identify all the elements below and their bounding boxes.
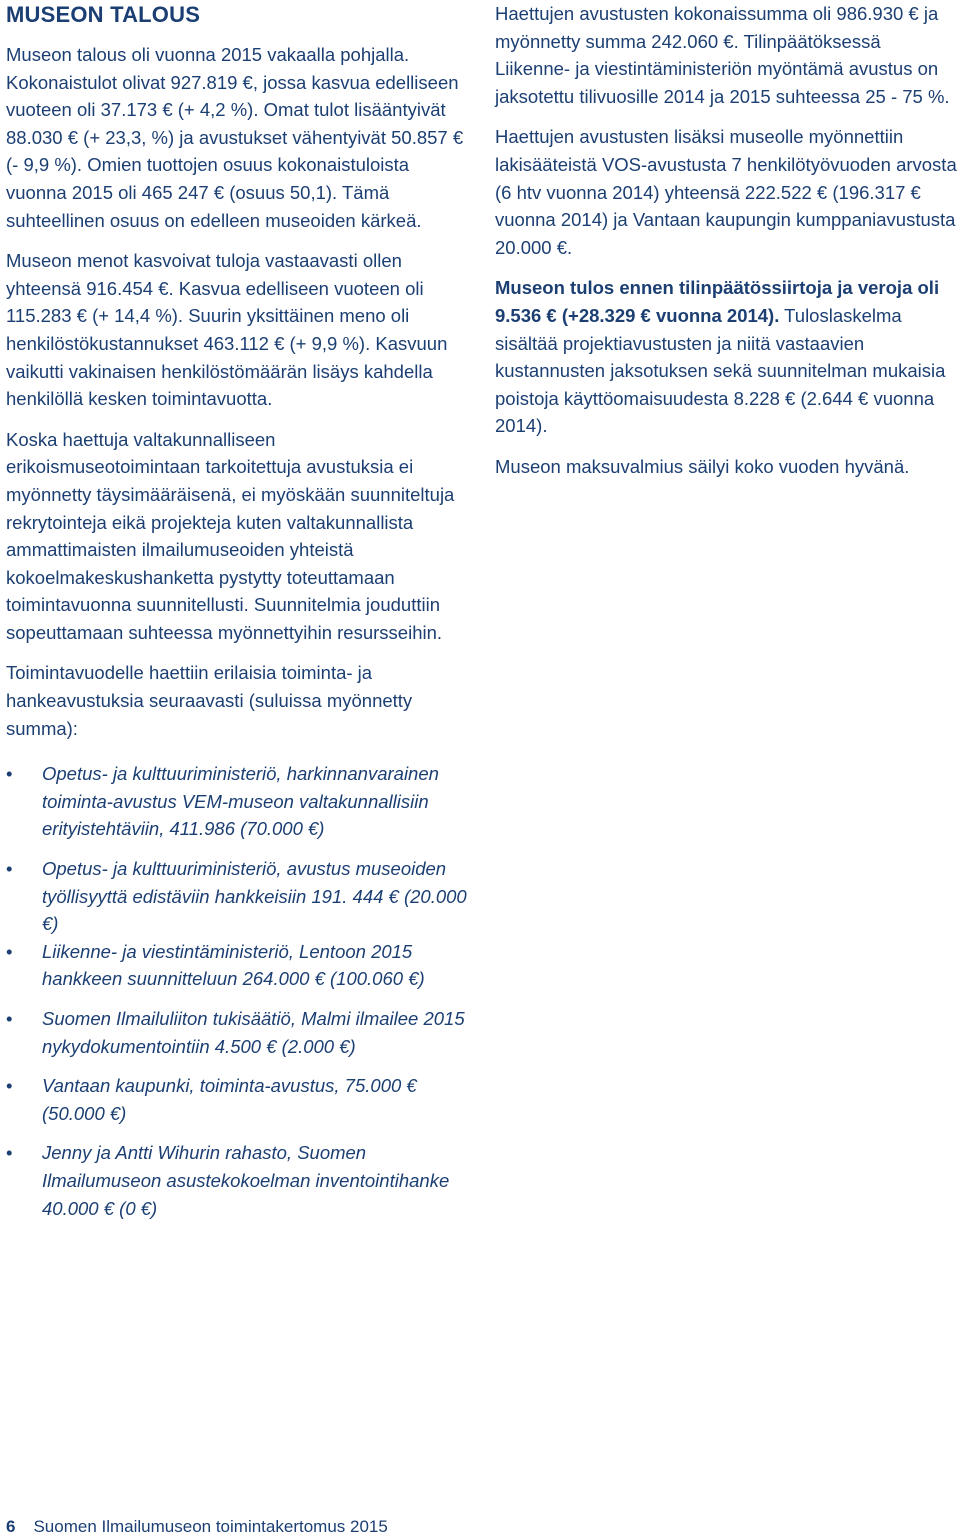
funding-item-text: Vantaan kaupunki, toiminta-avustus, 75.000 € (50.000 €) <box>42 1075 417 1124</box>
bullet-icon: • <box>6 1075 13 1097</box>
bullet-icon: • <box>6 1008 13 1029</box>
funding-item <box>6 760 474 843</box>
paragraph-expenses: Museon menot kasvoivat tuloja vastaavasti ollen yhteensä 916.454 €. Kasvua edelliseen vuoteen oli 115.283 € (+ 14,4 %). Suurin yksittäinen meno oli henkilöstökustannukset 463.112 € (+ 9,9 %). Kasvuun vaikutti vakinaisen henkilöstömäärän lisäys kahdella henkilöllä kesken toimintavuotta. <box>6 250 448 410</box>
funding-item-text: Liikenne- ja viestintäministeriö, Lentoon 2015 hankkeen suunnitteluun 264.000 € (100.060 €) <box>42 940 425 990</box>
bullet-icon: • <box>6 763 13 785</box>
bullet-icon: • <box>6 858 13 880</box>
funding-item-text: Opetus- ja kulttuuriministeriö, avustus museoiden työllisyyttä edistäviin hankkeisiin 191. 444 € (20.000 €) <box>42 858 467 935</box>
paragraph-grants-shortfall: Koska haettuja valtakunnalliseen erikoismuseotoimintaan tarkoitettuja avustuksia ei myönnetty täysimääräisenä, ei myöskään suunniteltuja rekrytointeja eikä projekteja kuten valtakunnallista ammattimaisten ilmailumuseoiden yhteistä kokoelmakeskushanketta pystytty toteuttamaan toimintavuonna suunnitellusti. Suunnitelmia jouduttiin sopeuttamaan suhteessa myönnettyihin resursseihin. <box>6 428 455 643</box>
section-heading: MUSEON TALOUS <box>6 2 201 27</box>
funding-item <box>6 855 474 938</box>
funding-item-text: Suomen Ilmailuliiton tukisäätiö, Malmi ilmailee 2015 nykydokumentointiin 4.500 € (2.000 €) <box>42 1008 465 1057</box>
funding-item <box>6 1072 474 1127</box>
funding-item <box>6 938 474 993</box>
paragraph-vos-grants: Haettujen avustusten lisäksi museolle myönnettiin lakisääteistä VOS-avustusta 7 henkilötyövuoden arvosta (6 htv vuonna 2014) yhteensä 222.522 € (196.317 € vuonna 2014) ja Vantaan kaupungin kumppaniavustusta 20.000 €. <box>495 126 957 258</box>
paragraph-liquidity: Museon maksuvalmius säilyi koko vuoden hyvänä. <box>495 455 910 477</box>
bullet-icon: • <box>6 940 13 962</box>
funding-item <box>6 1139 474 1222</box>
paragraph-income: Museon talous oli vuonna 2015 vakaalla pohjalla. Kokonaistulot olivat 927.819 €, jossa kasvua edelliseen vuoteen oli 37.173 € (+ 4,2 %). Omat tulot lisääntyivät 88.030 € (+ 23,3, %) ja avustukset vähentyivät 50.857 € (- 9,9 %). Omien tuottojen osuus kokonaistuloista vuonna 2015 oli 465 247 € (osuus 50,1). Tämä suhteellinen osuus on edelleen museoiden kärkeä. <box>6 44 464 231</box>
page-number: 6 <box>6 1517 16 1536</box>
result-details: Tuloslaskelma sisältää projektiavustusten ja niitä vastaavien kustannusten jaksotuksen sekä suunnitelman mukaisia poistoja käyttöomaisuudesta 8.228 € (2.644 € vuonna 2014). <box>495 304 946 437</box>
paragraph-grant-totals: Haettujen avustusten kokonaissumma oli 986.930 € ja myönnetty summa 242.060 €. Tilinpäätöksessä Liikenne- ja viestintäministeriön myöntämä avustus on jaksotettu tilivuosille 2014 ja 2015 suhteessa 25 - 75 %. <box>495 3 950 107</box>
funding-item-text: Jenny ja Antti Wihurin rahasto, Suomen Ilmailumuseon asustekokoelman inventointihanke 40.000 € (0 €) <box>42 1142 450 1219</box>
result-emphasis: Museon tulos ennen tilinpäätössiirtoja ja veroja oli 9.536 € (+28.329 € vuonna 2014). <box>495 277 940 326</box>
funding-item-text: Opetus- ja kulttuuriministeriö, harkinnanvarainen toiminta-avustus VEM-museon valtakunnallisiin erityistehtäviin, 411.986 (70.000 €) <box>42 763 439 840</box>
page-footer <box>6 1516 388 1538</box>
bullet-icon: • <box>6 1142 13 1164</box>
funding-list <box>6 760 474 1222</box>
right-column <box>495 0 957 481</box>
left-column <box>6 0 474 1234</box>
paragraph-result <box>495 274 957 440</box>
funding-item <box>6 1005 474 1060</box>
paragraph-grants-intro: Toimintavuodelle haettiin erilaisia toiminta- ja hankeavustuksia seuraavasti (suluissa myönnetty summa): <box>6 662 413 739</box>
publication-title: Suomen Ilmailumuseon toimintakertomus 2015 <box>33 1517 388 1536</box>
